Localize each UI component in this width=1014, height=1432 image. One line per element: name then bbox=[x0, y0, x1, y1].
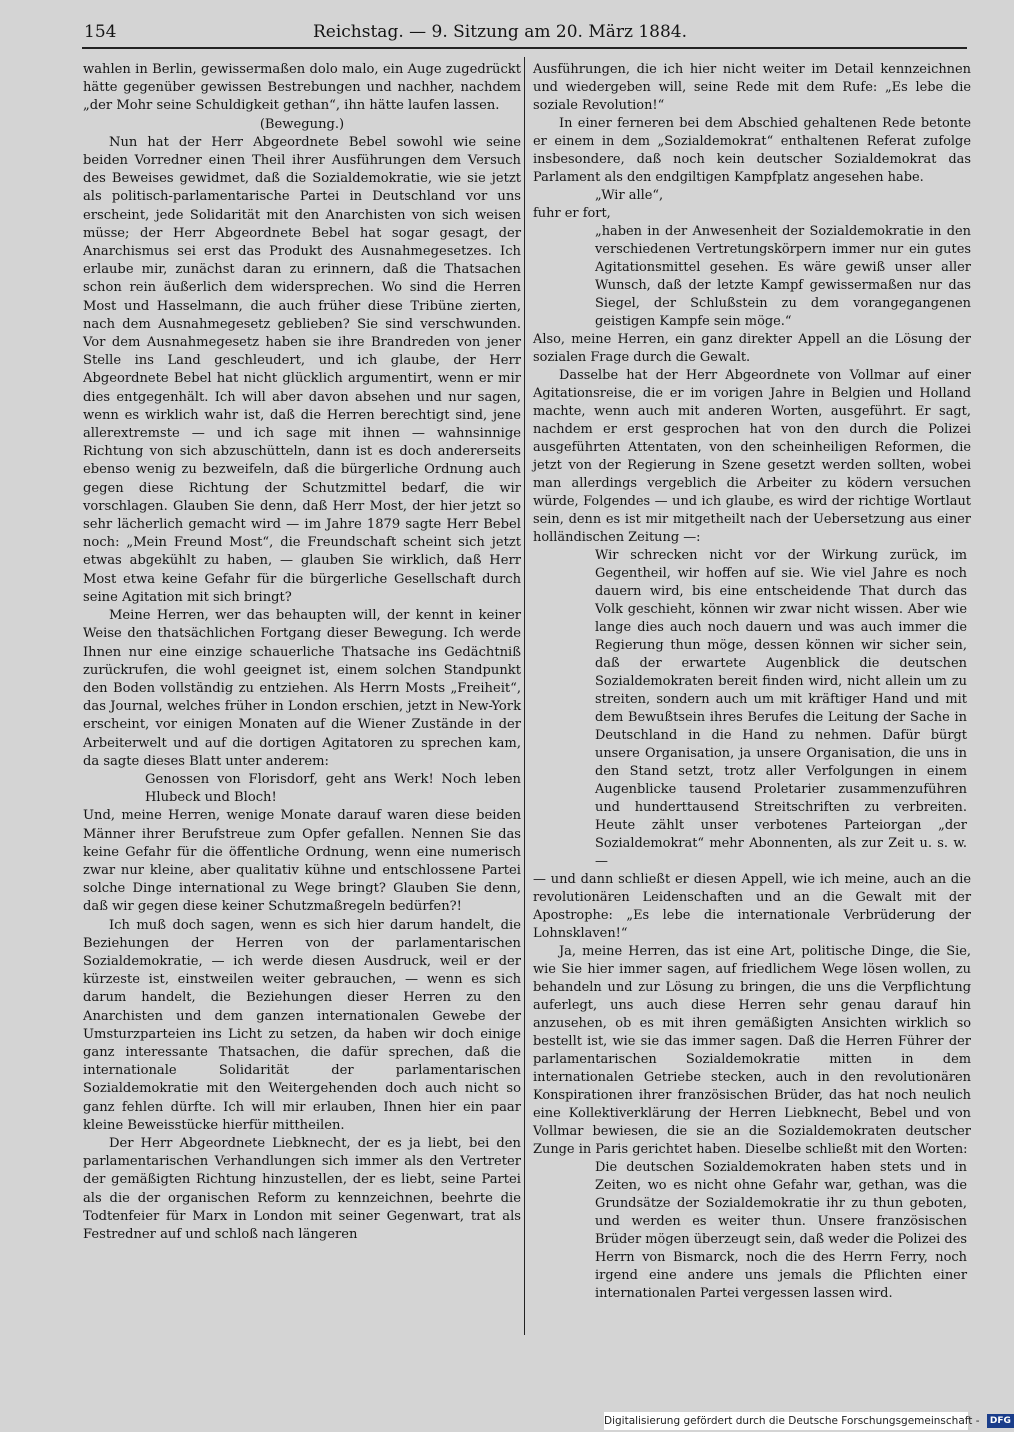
right-column-paragraph: Dasselbe hat der Herr Abgeordnete von Vollmar auf einer Agitationsreise, die er im vorigen Jahre in Belgien und Holland machte, wenn auch mit anderen Worten, ausgeführt. Er sagt, nachdem er erst gesprochen hat von den durch die Polizei ausgeführten Attentaten, von den scheinheiligen Reformen, die jetzt von der Regierung in Szene gesetzt werden sollten, wobei man allerdings vergeblich die Arbeiter zu ködern versuchen würde, Folgendes — und ich glaube, es wird der richtige Wortlaut sein, denn es ist mir mitgetheilt nach der Uebersetzung aus einer holländischen Zeitung —: bbox=[533, 368, 971, 545]
page-header bbox=[0, 0, 1000, 56]
dfg-logo: DFG bbox=[987, 1414, 1014, 1428]
left-column-paragraph: Und, meine Herren, wenige Monate darauf waren diese beiden Männer ihrer Berufstreue zum Opfer gefallen. Nennen Sie das keine Gefahr für die öffentliche Ordnung, wenn eine numerisch zwar nur kleine, aber qualitativ kühne und entschlossene Partei solche Dinge international zu Wege bringt? Glauben Sie denn, daß wir gegen diese keiner Schutzmaßregeln bedürfen?! bbox=[83, 808, 521, 915]
right-column-paragraph: — und dann schließt er diesen Appell, wie ich meine, auch an die revolutionären Leidenschaften und an die Gewalt mit der Apostrophe: „Es lebe die internationale Verbrüderung der Lohnsklaven!“ bbox=[533, 872, 971, 941]
left-column-paragraph: Der Herr Abgeordnete Liebknecht, der es ja liebt, bei den parlamentarischen Verhandlungen sich immer als den Vertreter der gemäßigten Richtung hinzustellen, der es liebt, seine Partei als die der organischen Reform zu kennzeichnen, beehrte die Todtenfeier für Marx in London mit seiner Gegenwart, trat als Festredner auf und schloß nach längeren bbox=[83, 1135, 521, 1242]
right-column-paragraph: „haben in der Anwesenheit der Sozialdemokratie in den verschiedenen Vertretungskörpern immer nur ein gutes Agitationsmittel gesehen. Es wäre gewiß unser aller Wunsch, daß der letzte Kampf gewissermaßen nur das Siegel, der Schlußstein zu dem vorangegangenen geistigen Kampfe sein möge.“ bbox=[595, 224, 971, 329]
left-column-paragraph: (Bewegung.) bbox=[259, 116, 345, 132]
right-column-paragraph: Die deutschen Sozialdemokraten haben stets und in Zeiten, wo es nicht ohne Gefahr war, gethan, was die Grundsätze der Sozialdemokratie ihr zu thun geboten, und werden es weiter thun. Unsere französischen Brüder mögen überzeugt sein, daß weder die Polizei des Herrn von Bismarck, noch die des Herrn Ferry, noch irgend eine andere uns jemals die Pflichten einer internationalen Partei vergessen lassen wird. bbox=[595, 1160, 967, 1301]
right-column bbox=[533, 61, 971, 1331]
left-column-paragraph: Ich muß doch sagen, wenn es sich hier darum handelt, die Beziehungen der Herren von der parlamentarischen Sozialdemokratie, — ich werde diesen Ausdruck, weil er der kürzeste ist, einstweilen weiter gebrauchen, — wenn es sich darum handelt, die Beziehungen dieser Herren zu den Anarchisten und dem ganzen internationalen Gewebe der Umsturzparteien ins Licht zu setzen, da haben wir doch einige ganz interessante Thatsachen, die dafür sprechen, daß die internationale Solidarität der parlamentarischen Sozialdemokratie mit den Weitergehenden doch auch nicht so ganz fehlen dürfte. Ich will mir erlauben, Ihnen hier ein paar kleine Beweisstücke hierfür mittheilen. bbox=[83, 917, 521, 1133]
right-column-paragraph: Also, meine Herren, ein ganz direkter Appell an die Lösung der sozialen Frage durch die Gewalt. bbox=[533, 332, 971, 365]
left-column bbox=[83, 61, 521, 1331]
digitization-credit-bar bbox=[604, 1412, 1011, 1430]
page-number: 154 bbox=[84, 22, 117, 42]
right-column-paragraph: fuhr er fort, bbox=[533, 206, 611, 221]
column-divider bbox=[524, 57, 525, 1335]
digitization-credit-text: Digitalisierung gefördert durch die Deutsche Forschungsgemeinschaft - bbox=[604, 1415, 980, 1427]
left-column-paragraph: Nun hat der Herr Abgeordnete Bebel sowohl wie seine beiden Vorredner einen Theil ihrer Ausführungen dem Versuch des Beweises gewidmet, daß die Sozialdemokratie, wie sie jetzt als politisch-parlamentarische Partei in Deutschland vor uns erscheint, jede Solidarität mit den Anarchisten von sich weisen müsse; der Herr Abgeordnete Bebel hat sogar gesagt, der Anarchismus sei erst das Produkt des Ausnahmegesetzes. Ich erlaube mir, zunächst daran zu erinnern, daß die Thatsachen schon rein äußerlich dem widersprechen. Wo sind die Herren Most und Hasselmann, die auch früher diese Tribüne zierten, nach dem Ausnahmegesetz geblieben? Sie sind verschwunden. Vor dem Ausnahmegesetz haben sie ihre Brandreden von jener Stelle ins Land geschleudert, und ich glaube, der Herr Abgeordnete Bebel hat nicht glücklich argumentirt, wenn er mir dies entgegenhält. Ich will aber davon absehen und nur sagen, wenn es wirklich wahr ist, daß die Herren berechtigt sind, jene allerextremste — und ich sage mit ihnen — wahnsinnige Richtung von sich abzuschütteln, dann ist es doch andererseits ebenso wenig zu bezweifeln, daß die bürgerliche Ordnung auch gegen diese Richtung der Schutzmittel bedarf, die wir vorschlagen. Glauben Sie denn, daß Herr Most, der hier jetzt so sehr lächerlich gemacht wird — im Jahre 1879 sagte Herr Bebel noch: „Mein Freund Most“, die Freundschaft scheint sich jetzt etwas abgekühlt zu haben, — glauben Sie wirklich, daß Herr Most etwa keine Gefahr für die bürgerliche Gesellschaft durch seine Agitation mit sich bringt? bbox=[83, 134, 521, 605]
running-title: Reichstag. — 9. Sitzung am 20. März 1884. bbox=[312, 22, 688, 42]
right-column-paragraph: „Wir alle“, bbox=[595, 188, 664, 203]
left-column-paragraph: wahlen in Berlin, gewissermaßen dolo malo, ein Auge zugedrückt hätte gegenüber gewissen Bestrebungen und nachher, nachdem „der Mohr seine Schuldigkeit gethan“, ihn hätte laufen lassen. bbox=[83, 62, 521, 114]
header-rule bbox=[82, 47, 967, 49]
right-column-paragraph: Ausführungen, die ich hier nicht weiter im Detail kennzeichnen und wiedergeben will, seine Rede mit dem Rufe: „Es lebe die soziale Revolution!“ bbox=[533, 62, 971, 113]
right-column-paragraph: Wir schrecken nicht vor der Wirkung zurück, im Gegentheil, wir hoffen auf sie. Wie viel Jahre es noch dauern wird, bis eine entscheidende That durch das Volk geschieht, können wir zwar nicht wissen. Aber wie lange dies auch noch dauern und was auch immer die Regierung thun möge, dessen können wir sicher sein, daß der erwartete Augenblick die deutschen Sozialdemokraten bereit finden wird, nicht allein um zu streiten, sondern auch um mit kräftiger Hand und mit dem Bewußtsein ihres Berufes die Leitung der Sache in Deutschland in die Hand zu nehmen. Dafür bürgt unsere Organisation, ja unsere Organisation, die uns in den Stand setzt, trotz aller Verfolgungen in einem Augenblicke tausend Proletarier zusammenzuführen und hunderttausend Streitschriften zu verbreiten. Heute zählt unser verbotenes Parteiorgan „der Sozialdemokrat“ mehr Abonnenten, als zur Zeit u. s. w. — bbox=[595, 548, 967, 869]
left-column-paragraph: Genossen von Florisdorf, geht ans Werk! Noch leben Hlubeck und Bloch! bbox=[145, 771, 521, 806]
right-column-paragraph: Ja, meine Herren, das ist eine Art, politische Dinge, die Sie, wie Sie hier immer sagen, auf friedlichem Wege lösen wollen, zu behandeln und zur Lösung zu bringen, die uns die Verpflichtung auferlegt, uns auch diese Herren sehr genau darauf hin anzusehen, ob es mit ihren gemäßigten Ansichten wirklich so bestellt ist, wie sie das immer sagen. Daß die Herren Führer der parlamentarischen Sozialdemokratie mitten in dem internationalen Getriebe stecken, auch in den revolutionären Konspirationen ihrer französischen Brüder, das hat noch neulich eine Kollektiverklärung der Herren Liebknecht, Bebel und von Vollmar bewiesen, die sie an die Sozialdemokraten deutscher Zunge in Paris gerichtet haben. Dieselbe schließt mit den Worten: bbox=[533, 944, 971, 1157]
left-column-paragraph: Meine Herren, wer das behaupten will, der kennt in keiner Weise den thatsächlichen Fortgang dieser Bewegung. Ich werde Ihnen nur eine einzige schauerliche Thatsache ins Gedächtniß zurückrufen, die wohl geeignet ist, einem solchen Standpunkt den Boden vollständig zu entziehen. Als Herrn Mosts „Freiheit“, das Journal, welches früher in London erschien, jetzt in New-York erscheint, vor einigen Monaten auf die Wiener Zustände in der Arbeiterwelt und auf die dortigen Agitatoren zu sprechen kam, da sagte dieses Blatt unter anderem: bbox=[83, 608, 521, 769]
right-column-paragraph: In einer ferneren bei dem Abschied gehaltenen Rede betonte er einem in dem „Sozialdemokrat“ enthaltenen Referat zufolge insbesondere, daß noch kein deutscher Sozialdemokrat das Parlament als den endgiltigen Kampfplatz angesehen habe. bbox=[533, 116, 971, 185]
